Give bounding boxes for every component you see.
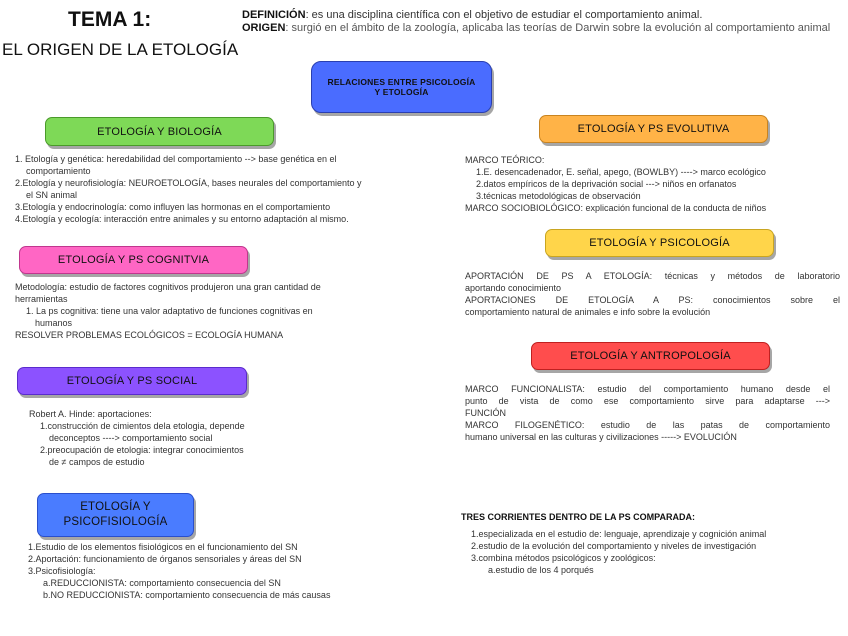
list-item: MARCO FILOGENÉTICO: estudio de las patas de comportamiento bbox=[465, 420, 830, 430]
origen-line bbox=[242, 22, 842, 35]
list-item: aportando conocimiento bbox=[465, 283, 562, 293]
list-item: 3.Psicofisiología: bbox=[28, 566, 96, 576]
definition-block bbox=[242, 9, 842, 35]
list-item: Robert A. Hinde: aportaciones: bbox=[29, 409, 152, 419]
list-item: herramientas bbox=[15, 294, 68, 304]
comparada-title: TRES CORRIENTES DENTRO DE LA PS COMPARADA: bbox=[461, 512, 696, 522]
list-item: deconceptos ----> comportamiento social bbox=[49, 433, 213, 443]
list-item: Metodología: estudio de factores cognitivos produjeron una gran cantidad de bbox=[15, 282, 321, 292]
list-item: RESOLVER PROBLEMAS ECOLÓGICOS = ECOLOGÍA HUMANA bbox=[15, 330, 284, 340]
origen-label: ORIGEN bbox=[242, 22, 286, 34]
list-item: FUNCIÓN bbox=[465, 408, 506, 418]
list-item: 1. Etología y genética: heredabilidad del comportamiento --> base genética en el bbox=[15, 154, 337, 164]
biologia-list bbox=[15, 153, 362, 225]
list-item: 3.Etología y endocrinología: como influyen las hormonas en el comportamiento bbox=[15, 202, 331, 212]
list-item: 2.Etología y neurofisiología: NEUROETOLOGÍA, bases neurales del comportamiento y bbox=[15, 178, 362, 188]
page-title: TEMA 1: bbox=[68, 8, 152, 31]
list-item: 1.Estudio de los elementos fisiológicos en el funcionamiento del SN bbox=[28, 542, 298, 552]
list-item: b.NO REDUCCIONISTA: comportamiento consecuencia de más causas bbox=[43, 590, 331, 600]
list-item: comportamiento natural de animales e info sobre la evolución bbox=[465, 307, 711, 317]
list-item: 1.especializada en el estudio de: lenguaje, aprendizaje y cognición animal bbox=[471, 529, 767, 539]
list-item: comportamiento bbox=[26, 166, 91, 176]
list-item: 2.datos empíricos de la deprivación social ---> niños en orfanatos bbox=[476, 179, 737, 189]
definicion-line bbox=[242, 9, 842, 22]
origen-text: : surgió en el ámbito de la zoología, aplicaba las teorías de Darwin sobre la evolución al comportamiento animal bbox=[285, 22, 831, 34]
list-item: punto de vista de como ese comportamiento sirve para adaptarse ---> bbox=[465, 396, 830, 406]
central-line-1: RELACIONES ENTRE PSICOLOGÍA bbox=[327, 77, 476, 87]
psicofisio-title-line-2: PSICOFISIOLOGÍA bbox=[63, 516, 168, 528]
antropologia-list bbox=[465, 383, 830, 443]
list-item: 3.combina métodos psicológicos y zoológicos: bbox=[471, 553, 656, 563]
antropologia-header: ETOLOGÍA Y ANTROPOLOGÍA bbox=[531, 342, 770, 370]
list-item: a.estudio de los 4 porqués bbox=[488, 565, 594, 575]
central-line-2: Y ETOLOGÍA bbox=[374, 87, 429, 97]
list-item: APORTACIÓN DE PS A ETOLOGÍA: técnicas y métodos de laboratorio bbox=[465, 271, 840, 281]
list-item: MARCO TEÓRICO: bbox=[465, 155, 545, 165]
list-item: 2.Aportación: funcionamiento de órganos sensoriales y áreas del SN bbox=[28, 554, 302, 564]
psicofisio-list bbox=[28, 541, 330, 601]
cognitiva-header: ETOLOGÍA Y PS COGNITVIA bbox=[19, 246, 248, 274]
list-item: a.REDUCCIONISTA: comportamiento consecuencia del SN bbox=[43, 578, 281, 588]
cognitiva-list bbox=[15, 281, 321, 341]
list-item: humanos bbox=[35, 318, 73, 328]
psicologia-list bbox=[465, 270, 840, 318]
list-item: 1.construcción de cimientos dela etologia, depende bbox=[40, 421, 245, 431]
psicologia-header: ETOLOGÍA Y PSICOLOGÍA bbox=[545, 229, 774, 257]
evolutiva-list bbox=[465, 154, 766, 214]
psicofisio-header bbox=[37, 493, 194, 537]
psicofisio-title-line-1: ETOLOGÍA Y bbox=[80, 501, 151, 513]
page-subtitle: EL ORIGEN DE LA ETOLOGÍA bbox=[2, 40, 239, 59]
evolutiva-header: ETOLOGÍA Y PS EVOLUTIVA bbox=[539, 115, 768, 143]
list-item: 4.Etología y ecología: interacción entre animales y su entorno adaptación al mismo. bbox=[15, 214, 349, 224]
list-item: MARCO FUNCIONALISTA: estudio del comportamiento humano desde el bbox=[465, 384, 830, 394]
social-list bbox=[29, 408, 245, 468]
list-item: 3.técnicas metodológicas de observación bbox=[476, 191, 641, 201]
central-box bbox=[311, 61, 492, 113]
list-item: MARCO SOCIOBIOLÓGICO: explicación funcional de la conducta de niños bbox=[465, 203, 767, 213]
comparada-list bbox=[471, 528, 766, 576]
definicion-text: : es una disciplina científica con el objetivo de estudiar el comportamiento animal. bbox=[305, 9, 703, 21]
list-item: 1.E. desencadenador, E. señal, apego, (BOWLBY) ----> marco ecológico bbox=[476, 167, 766, 177]
list-item: APORTACIONES DE ETOLOGÍA A PS: conocimientos sobre el bbox=[465, 295, 840, 305]
list-item: humano universal en las culturas y civilizaciones -----> EVOLUCIÓN bbox=[465, 432, 737, 442]
list-item: el SN animal bbox=[26, 190, 78, 200]
list-item: 2.preocupación de etologia: integrar conocimientos bbox=[40, 445, 244, 455]
list-item: 1. La ps cognitiva: tiene una valor adaptativo de funciones cognitivas en bbox=[26, 306, 313, 316]
list-item: 2.estudio de la evolución del comportamiento y niveles de investigación bbox=[471, 541, 757, 551]
definicion-label: DEFINICIÓN bbox=[242, 9, 306, 21]
social-header: ETOLOGÍA Y PS SOCIAL bbox=[17, 367, 247, 395]
biologia-header: ETOLOGÍA Y BIOLOGÍA bbox=[45, 117, 274, 146]
list-item: de ≠ campos de estudio bbox=[49, 457, 145, 467]
